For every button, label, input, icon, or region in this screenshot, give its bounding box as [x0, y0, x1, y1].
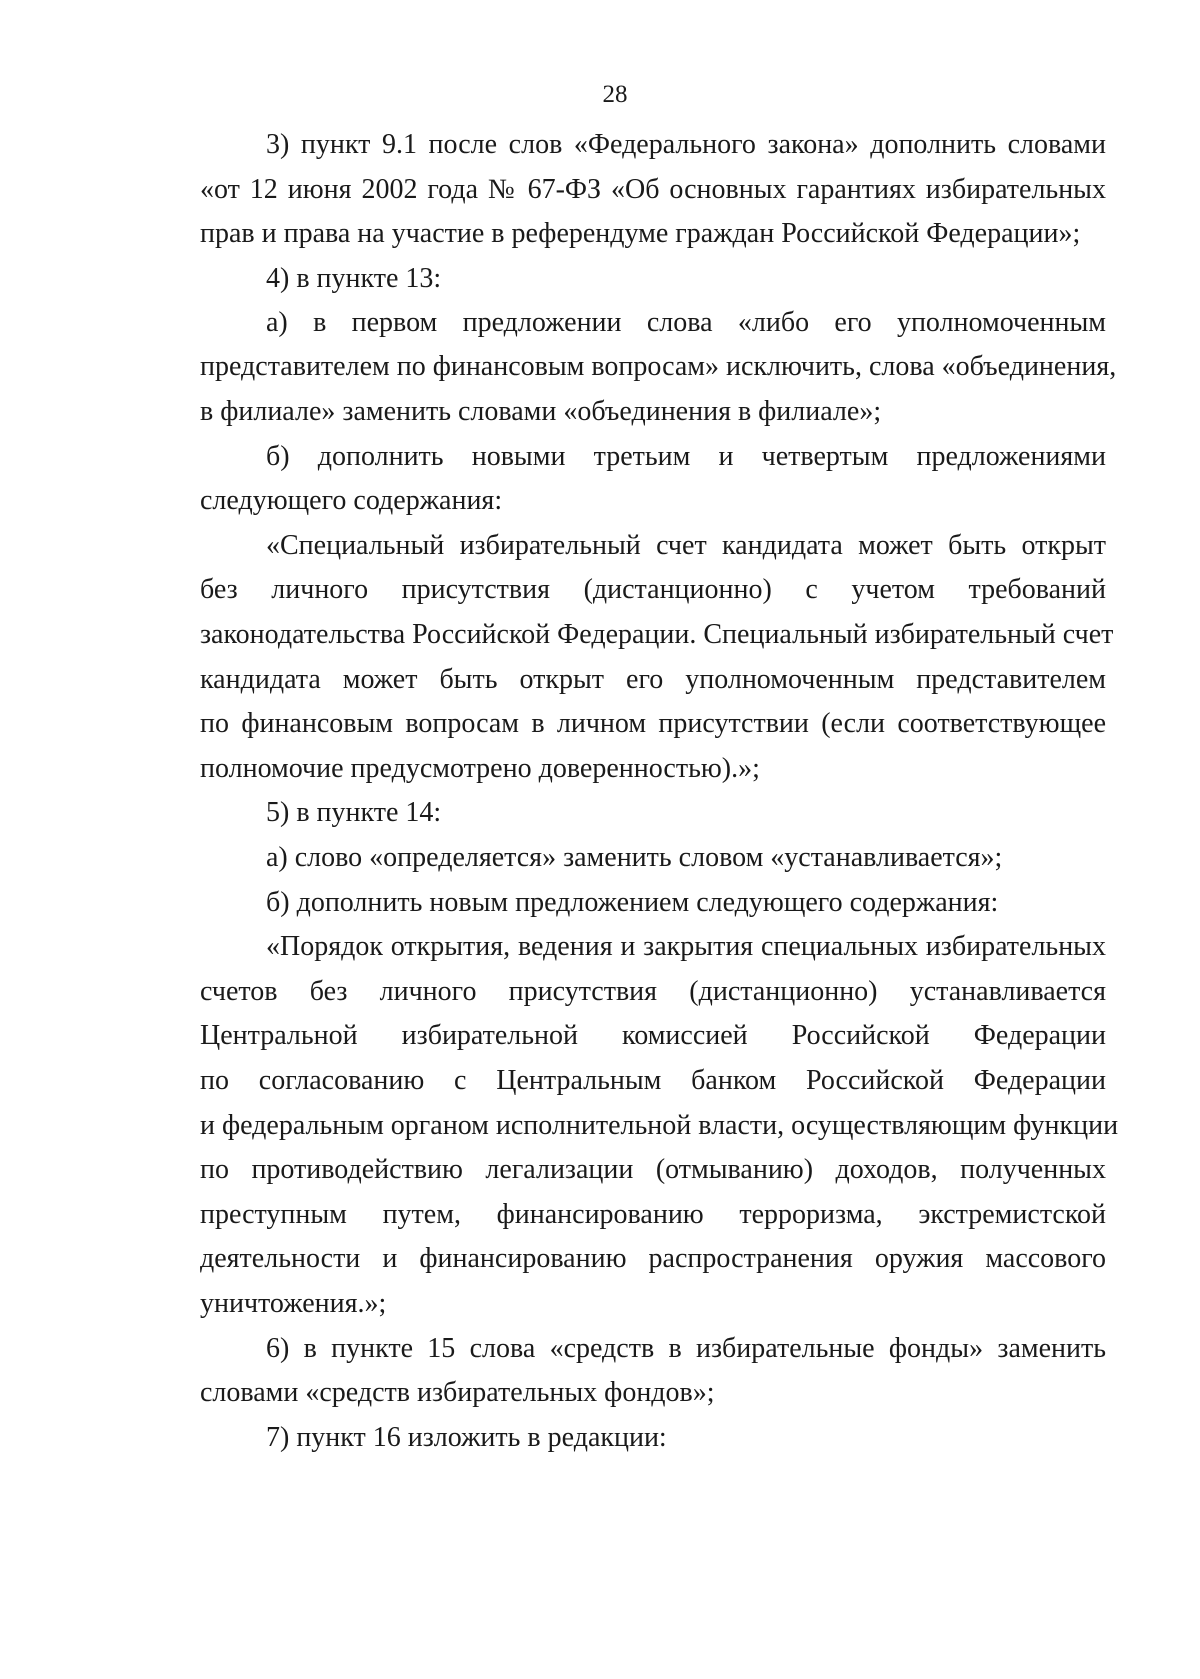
- text-line: кандидата может быть открыт его уполномоченным представителем: [200, 664, 1106, 695]
- text-line: счетов без личного присутствия (дистанционно) устанавливается: [200, 976, 1106, 1007]
- text-line: «от 12 июня 2002 года № 67-ФЗ «Об основных гарантиях избирательных: [200, 174, 1106, 205]
- text-line: по финансовым вопросам в личном присутствии (если соответствующее: [200, 708, 1106, 739]
- text-line: словами «средств избирательных фондов»;: [200, 1377, 715, 1408]
- text-line: Центральной избирательной комиссией Российской Федерации: [200, 1020, 1106, 1051]
- text-line: а) слово «определяется» заменить словом «устанавливается»;: [266, 842, 1003, 873]
- text-line: б) дополнить новым предложением следующего содержания:: [266, 887, 999, 918]
- text-line: прав и права на участие в референдуме граждан Российской Федерации»;: [200, 218, 1081, 249]
- text-line: 6) в пункте 15 слова «средств в избирательные фонды» заменить: [266, 1333, 1106, 1364]
- text-line: 7) пункт 16 изложить в редакции:: [266, 1422, 667, 1453]
- text-line: уничтожения.»;: [200, 1288, 387, 1319]
- page-number: 28: [602, 81, 628, 108]
- text-line: а) в первом предложении слова «либо его уполномоченным: [266, 307, 1106, 338]
- text-line: по согласованию с Центральным банком Российской Федерации: [200, 1065, 1106, 1096]
- text-line: законодательства Российской Федерации. Специальный избирательный счет: [200, 619, 1114, 650]
- text-line: б) дополнить новыми третьим и четвертым предложениями: [266, 441, 1106, 472]
- text-line: «Специальный избирательный счет кандидата может быть открыт: [266, 530, 1106, 561]
- text-line: 5) в пункте 14:: [266, 797, 442, 828]
- text-line: следующего содержания:: [200, 485, 503, 516]
- text-line: по противодействию легализации (отмыванию) доходов, полученных: [200, 1154, 1106, 1185]
- text-line: и федеральным органом исполнительной власти, осуществляющим функции: [200, 1110, 1119, 1141]
- text-line: преступным путем, финансированию терроризма, экстремистской: [200, 1199, 1106, 1230]
- text-line: «Порядок открытия, ведения и закрытия специальных избирательных: [266, 931, 1106, 962]
- text-line: 4) в пункте 13:: [266, 263, 442, 294]
- text-line: без личного присутствия (дистанционно) с учетом требований: [200, 574, 1106, 605]
- text-line: в филиале» заменить словами «объединения в филиале»;: [200, 396, 882, 427]
- text-line: деятельности и финансированию распространения оружия массового: [200, 1243, 1106, 1274]
- text-line: 3) пункт 9.1 после слов «Федерального закона» дополнить словами: [266, 129, 1106, 160]
- text-line: представителем по финансовым вопросам» исключить, слова «объединения,: [200, 351, 1117, 382]
- text-line: полномочие предусмотрено доверенностью).»;: [200, 753, 760, 784]
